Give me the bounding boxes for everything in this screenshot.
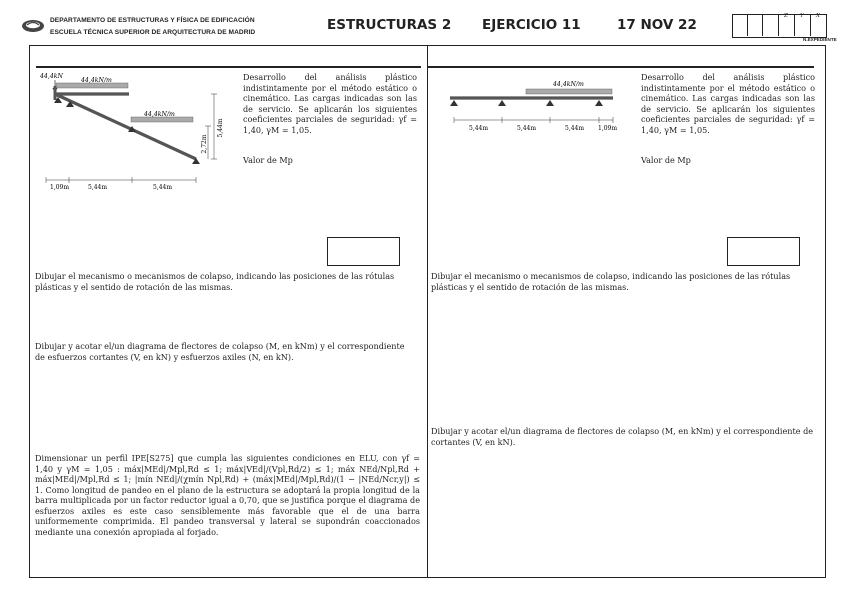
- school-name: ESCUELA TÉCNICA SUPERIOR DE ARQUITECTURA DE MADRID: [50, 29, 256, 36]
- point-load-label: 44,4kN: [40, 73, 63, 80]
- dim-h1: 1,09m: [50, 184, 70, 191]
- department-name: DEPARTAMENTO DE ESTRUCTURAS Y FÍSICA DE EDIFICACIÓN: [50, 17, 255, 24]
- dim-vertical-total: 5,44m: [217, 118, 224, 138]
- left-value-label: Valor de Mp: [243, 155, 293, 165]
- expediente-letter: X: [816, 13, 820, 19]
- left-q-mechanism: Dibujar el mecanismo o mecanismos de colapso, indicando las posiciones de las rótulas plásticas y el sentido de rotación de las mismas.: [35, 271, 395, 292]
- left-q-diagrams: Dibujar y acotar el/un diagrama de flectores de colapso (M, en kNm) y el correspondiente de esfuerzos cortantes (V, en kN) y esfuerzos axiles (N, en kN).: [35, 341, 405, 362]
- right-q-mechanism: Dibujar el mecanismo o mecanismos de colapso, indicando las posiciones de las rótulas plásticas y el sentido de rotación de las mismas.: [431, 271, 791, 292]
- right-value-label: Valor de Mp: [641, 155, 691, 165]
- expediente-cell: [810, 14, 811, 36]
- expediente-cell: [762, 14, 763, 36]
- span-label: 5,44m: [469, 125, 489, 132]
- support-pin: [595, 100, 603, 106]
- dim-h3: 5,44m: [153, 184, 173, 191]
- expediente-label: N.EXPEDIENTE: [803, 37, 837, 42]
- expediente-letter: Z: [784, 13, 788, 19]
- right-q-diagrams: Dibujar y acotar el/un diagrama de flectores de colapso (M, en kNm) y el correspondiente de cortantes (V, en kN).: [431, 426, 814, 447]
- left-answer-box[interactable]: [327, 237, 400, 266]
- span-label: 5,44m: [517, 125, 537, 132]
- support-pin: [450, 100, 458, 106]
- right-structure-diagram: [440, 72, 635, 136]
- dim-h2: 5,44m: [88, 184, 108, 191]
- column-divider: [427, 45, 428, 578]
- dist-load: [526, 89, 612, 94]
- exercise-number: EJERCICIO 11: [482, 17, 581, 33]
- left-q-dimension: Dimensionar un perfil IPE[S275] que cumpla las siguientes condiciones en ELU, con γf = 1,40 y γM = 1,05 : máx|MEd|/Mpl,Rd ≤ 1; máx|VEd|/(Vpl,Rd/2) ≤ 1; máx NEd/Npl,Rd + máx|MEd|/Mpl,Rd ≤ 1; |mín NEd|/(χmín Npl,Rd) + (máx|MEd|/Mpl,Rd)/(1 − |NEd/Ncr,y|) ≤ 1. Como longitud de pandeo en el plano de la estructura se adoptará la propia longitud de la barra multiplicada por un factor reductor igual a 0,70, que se justifica porque el diagrama de esfuerzos axiles es este caso sensiblemente más favorable que el de una barra uniformemente comprimida. El pandeo transversal y lateral se supondrán coaccionados mediante una conexión apropiada al forjado.: [35, 453, 420, 537]
- right-answer-box[interactable]: [727, 237, 800, 266]
- exam-date: 17 NOV 22: [617, 17, 697, 33]
- left-statement: Desarrollo del análisis plástico indistintamente por el método estático o cinemático. Las cargas indicadas son las de servicio. Se aplicarán los siguientes coeficientes parciales de seguridad: γf = 1,40, γM = 1,05.: [243, 72, 417, 135]
- dist-load-top-label: 44,4kN/m: [81, 77, 112, 84]
- expediente-cell: [778, 14, 779, 36]
- expediente-cell: [794, 14, 795, 36]
- span-label: 1,09m: [598, 125, 618, 132]
- dist-load-label: 44,4kN/m: [553, 81, 584, 88]
- right-top-rule: [428, 66, 814, 68]
- dim-vertical-part: 2,72m: [201, 134, 208, 154]
- course-title: ESTRUCTURAS 2: [327, 17, 452, 33]
- dist-load-mid-label: 44,4kN/m: [144, 111, 175, 118]
- inclined-beam: [55, 94, 196, 159]
- expediente-letter: Y: [800, 13, 804, 19]
- right-statement: Desarrollo del análisis plástico indistintamente por el método estático o cinemático. Las cargas indicadas son las de servicio. Se aplicarán los siguientes coeficientes parciales de seguridad: γf = 1,40, γM = 1,05.: [641, 72, 815, 135]
- expediente-cell: [747, 14, 748, 36]
- support-pin: [546, 100, 554, 106]
- left-structure-diagram: [36, 68, 236, 192]
- school-logo: [21, 17, 45, 33]
- span-label: 5,44m: [565, 125, 585, 132]
- support-pin: [498, 100, 506, 106]
